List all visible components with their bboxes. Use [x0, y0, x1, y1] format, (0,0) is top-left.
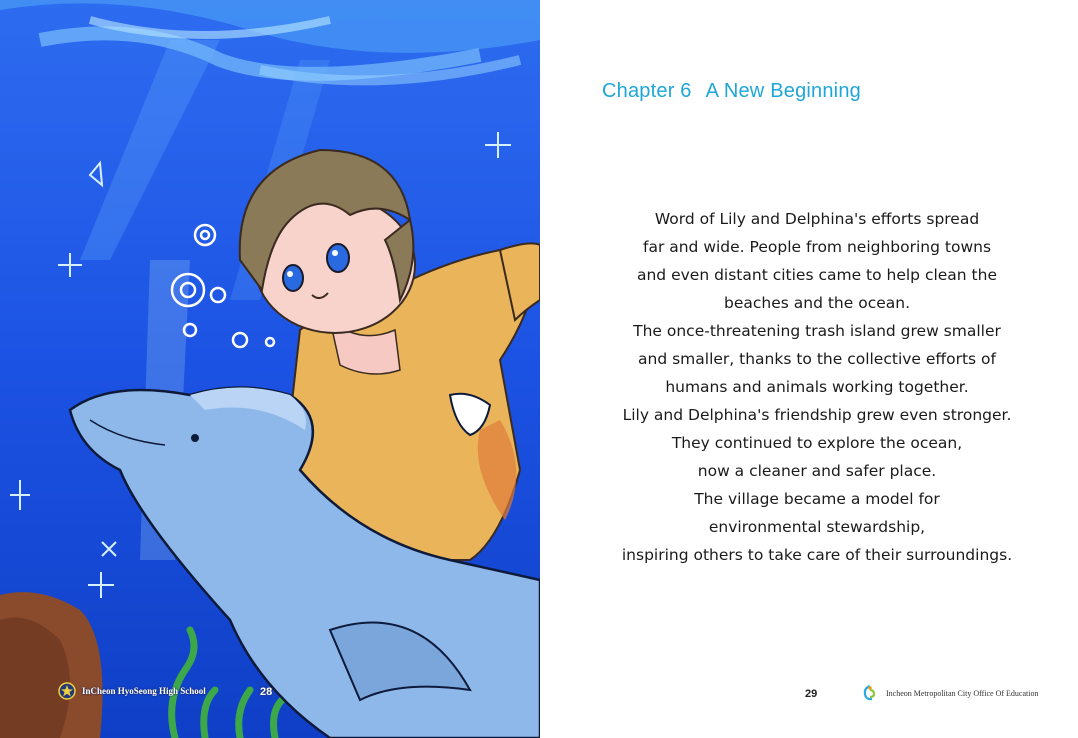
right-page — [540, 0, 1078, 738]
story-line: inspiring others to take care of their surroundings. — [621, 546, 1013, 564]
story-line: now a cleaner and safer place. — [697, 462, 937, 480]
story-line: They continued to explore the ocean, — [671, 434, 963, 452]
school-emblem-icon — [58, 682, 76, 700]
education-office-logo-icon — [862, 684, 878, 702]
story-line: humans and animals working together. — [665, 378, 969, 396]
chapter-heading — [602, 80, 861, 103]
school-credit — [58, 682, 206, 700]
story-line: and even distant cities came to help clean the — [636, 266, 997, 284]
chapter-title: A New Beginning — [705, 80, 861, 102]
chapter-number: Chapter 6 — [602, 80, 692, 102]
story-line: environmental stewardship, — [708, 518, 926, 536]
story-line: and smaller, thanks to the collective efforts of — [638, 350, 996, 368]
school-name: InCheon HyoSeong High School — [82, 686, 206, 696]
education-office-name: Incheon Metropolitan City Office Of Education — [886, 688, 1039, 698]
right-footer — [540, 684, 1078, 704]
story-line: far and wide. People from neighboring towns — [642, 238, 992, 256]
story-line: Lily and Delphina's friendship grew even stronger. — [622, 406, 1012, 424]
story-line: beaches and the ocean. — [724, 294, 910, 312]
page-number-left: 28 — [260, 686, 273, 698]
story-line: The once-threatening trash island grew smaller — [633, 322, 1001, 340]
story-text — [540, 205, 1078, 569]
story-line: The village became a model for — [694, 490, 940, 508]
story-line: Word of Lily and Delphina's efforts spread — [654, 210, 980, 228]
page-number-right: 29 — [805, 688, 818, 700]
education-office-credit — [862, 684, 1038, 702]
